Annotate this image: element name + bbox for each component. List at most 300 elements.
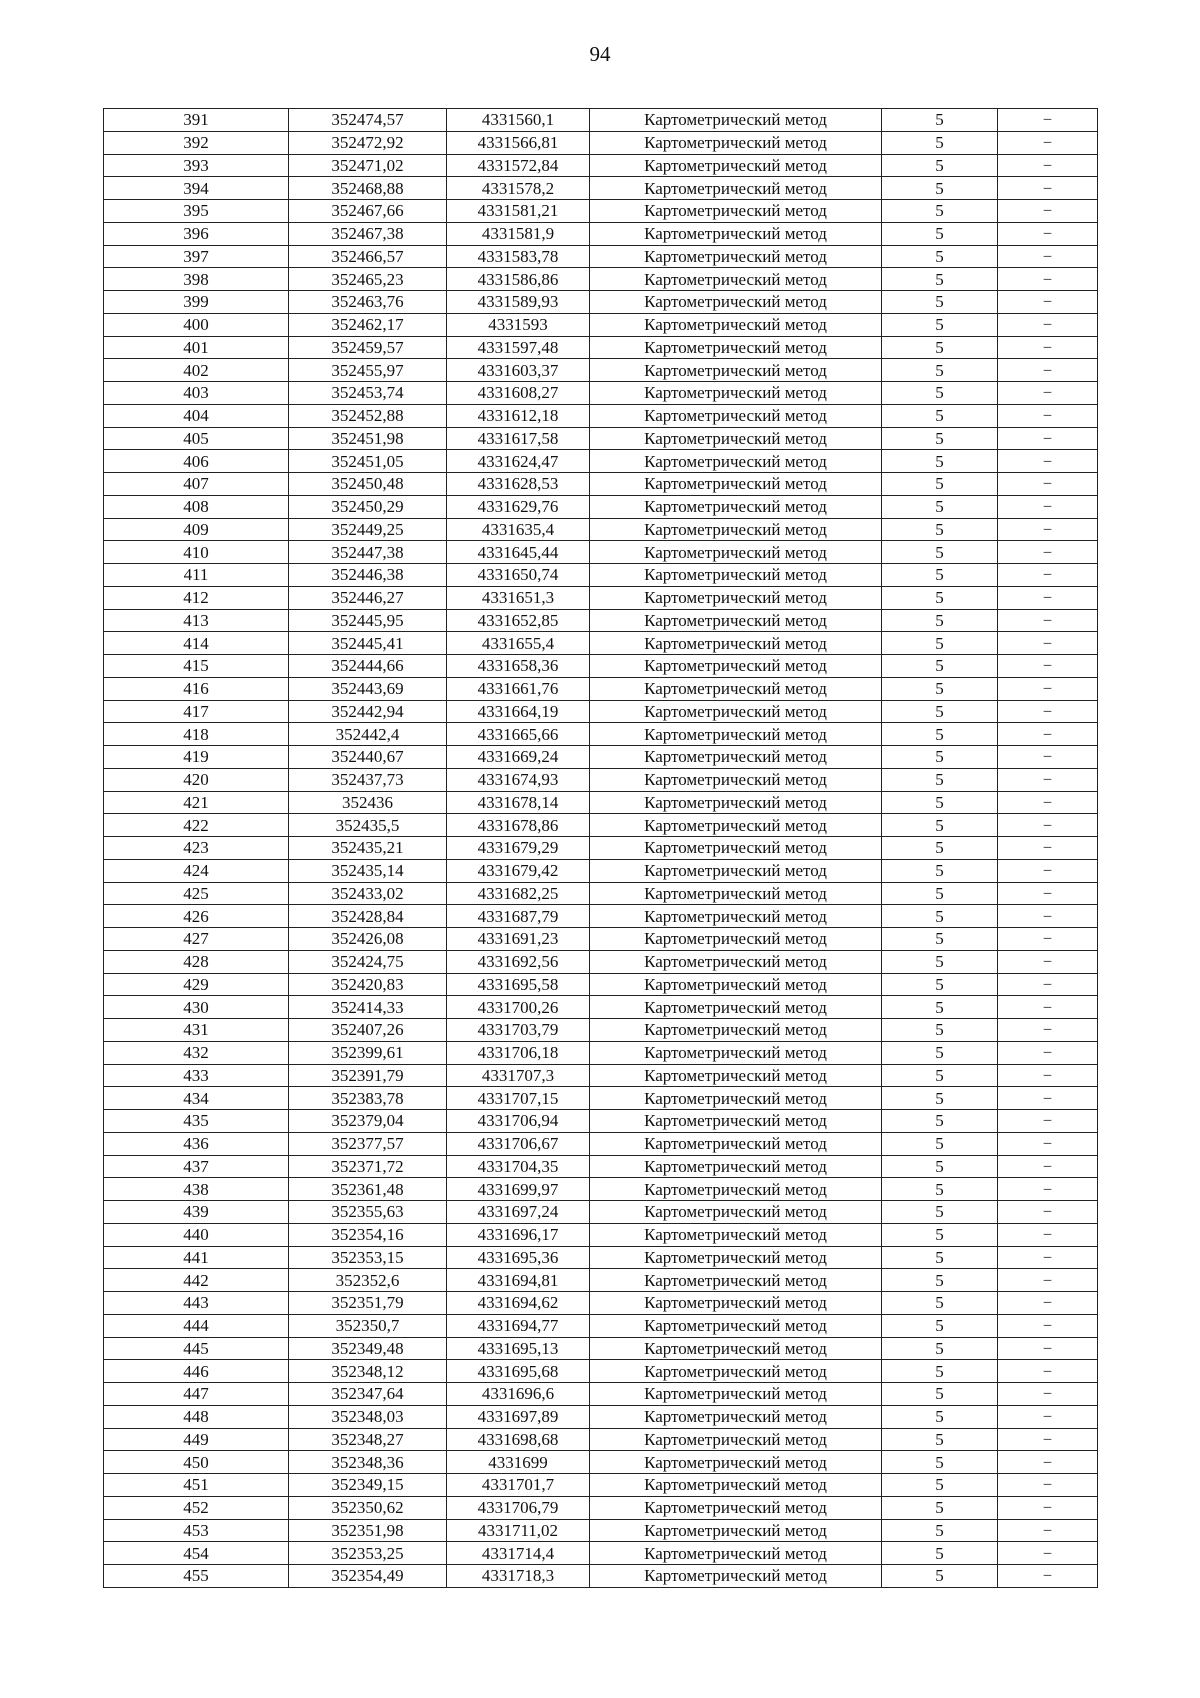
method-cell: Картометрический метод [590,1223,882,1246]
y-coordinate-cell: 4331687,79 [447,905,590,928]
point-number-cell: 395 [104,200,289,223]
method-cell: Картометрический метод [590,245,882,268]
method-cell: Картометрический метод [590,473,882,496]
description-cell: – [998,632,1098,655]
method-cell: Картометрический метод [590,1087,882,1110]
x-coordinate-cell: 352351,98 [289,1519,447,1542]
description-cell: – [998,1337,1098,1360]
x-coordinate-cell: 352436 [289,791,447,814]
accuracy-cell: 5 [882,1201,998,1224]
y-coordinate-cell: 4331679,42 [447,859,590,882]
point-number-cell: 405 [104,427,289,450]
description-cell: – [998,1201,1098,1224]
point-number-cell: 398 [104,268,289,291]
description-cell: – [998,1269,1098,1292]
y-coordinate-cell: 4331701,7 [447,1474,590,1497]
method-cell: Картометрический метод [590,518,882,541]
description-cell: – [998,1314,1098,1337]
x-coordinate-cell: 352449,25 [289,518,447,541]
accuracy-cell: 5 [882,1246,998,1269]
method-cell: Картометрический метод [590,1132,882,1155]
y-coordinate-cell: 4331581,9 [447,222,590,245]
description-cell: – [998,1155,1098,1178]
method-cell: Картометрический метод [590,791,882,814]
table-row [104,541,1098,564]
description-cell: – [998,609,1098,632]
accuracy-cell: 5 [882,473,998,496]
accuracy-cell: 5 [882,1132,998,1155]
y-coordinate-cell: 4331692,56 [447,950,590,973]
point-number-cell: 414 [104,632,289,655]
description-cell: – [998,1405,1098,1428]
table-row [104,1360,1098,1383]
accuracy-cell: 5 [882,1542,998,1565]
table-row [104,791,1098,814]
table-row [104,1292,1098,1315]
accuracy-cell: 5 [882,586,998,609]
y-coordinate-cell: 4331714,4 [447,1542,590,1565]
method-cell: Картометрический метод [590,1201,882,1224]
description-cell: – [998,814,1098,837]
accuracy-cell: 5 [882,564,998,587]
table-row [104,154,1098,177]
table-row [104,109,1098,132]
y-coordinate-cell: 4331560,1 [447,109,590,132]
accuracy-cell: 5 [882,837,998,860]
description-cell: – [998,677,1098,700]
point-number-cell: 447 [104,1383,289,1406]
accuracy-cell: 5 [882,1565,998,1588]
description-cell: – [998,655,1098,678]
y-coordinate-cell: 4331658,36 [447,655,590,678]
table-row [104,1087,1098,1110]
method-cell: Картометрический метод [590,1474,882,1497]
point-number-cell: 402 [104,359,289,382]
y-coordinate-cell: 4331617,58 [447,427,590,450]
table-row [104,313,1098,336]
method-cell: Картометрический метод [590,427,882,450]
x-coordinate-cell: 352428,84 [289,905,447,928]
description-cell: – [998,1428,1098,1451]
description-cell: – [998,109,1098,132]
accuracy-cell: 5 [882,655,998,678]
method-cell: Картометрический метод [590,1451,882,1474]
x-coordinate-cell: 352442,94 [289,700,447,723]
table-row [104,700,1098,723]
description-cell: – [998,1041,1098,1064]
x-coordinate-cell: 352440,67 [289,746,447,769]
y-coordinate-cell: 4331706,67 [447,1132,590,1155]
description-cell: – [998,973,1098,996]
method-cell: Картометрический метод [590,1155,882,1178]
accuracy-cell: 5 [882,1292,998,1315]
method-cell: Картометрический метод [590,1019,882,1042]
table-row [104,586,1098,609]
accuracy-cell: 5 [882,222,998,245]
point-number-cell: 403 [104,382,289,405]
table-row [104,996,1098,1019]
table-row [104,905,1098,928]
accuracy-cell: 5 [882,768,998,791]
x-coordinate-cell: 352442,4 [289,723,447,746]
description-cell: – [998,473,1098,496]
point-number-cell: 449 [104,1428,289,1451]
table-row [104,1155,1098,1178]
table-row [104,382,1098,405]
table-row [104,1110,1098,1133]
accuracy-cell: 5 [882,177,998,200]
x-coordinate-cell: 352437,73 [289,768,447,791]
method-cell: Картометрический метод [590,632,882,655]
point-number-cell: 411 [104,564,289,587]
accuracy-cell: 5 [882,859,998,882]
table-row [104,655,1098,678]
description-cell: – [998,882,1098,905]
method-cell: Картометрический метод [590,109,882,132]
accuracy-cell: 5 [882,1087,998,1110]
coordinates-table [103,108,1098,1588]
point-number-cell: 422 [104,814,289,837]
point-number-cell: 400 [104,313,289,336]
x-coordinate-cell: 352377,57 [289,1132,447,1155]
accuracy-cell: 5 [882,245,998,268]
table-row [104,746,1098,769]
y-coordinate-cell: 4331586,86 [447,268,590,291]
y-coordinate-cell: 4331703,79 [447,1019,590,1042]
method-cell: Картометрический метод [590,200,882,223]
x-coordinate-cell: 352371,72 [289,1155,447,1178]
x-coordinate-cell: 352467,66 [289,200,447,223]
method-cell: Картометрический метод [590,1496,882,1519]
point-number-cell: 413 [104,609,289,632]
table-row [104,473,1098,496]
method-cell: Картометрический метод [590,1405,882,1428]
description-cell: – [998,996,1098,1019]
point-number-cell: 442 [104,1269,289,1292]
accuracy-cell: 5 [882,154,998,177]
table-row [104,268,1098,291]
accuracy-cell: 5 [882,427,998,450]
description-cell: – [998,1565,1098,1588]
table-row [104,495,1098,518]
accuracy-cell: 5 [882,973,998,996]
point-number-cell: 391 [104,109,289,132]
x-coordinate-cell: 352462,17 [289,313,447,336]
y-coordinate-cell: 4331655,4 [447,632,590,655]
method-cell: Картометрический метод [590,131,882,154]
description-cell: – [998,1178,1098,1201]
table-row [104,1178,1098,1201]
y-coordinate-cell: 4331583,78 [447,245,590,268]
method-cell: Картометрический метод [590,1519,882,1542]
x-coordinate-cell: 352466,57 [289,245,447,268]
y-coordinate-cell: 4331674,93 [447,768,590,791]
accuracy-cell: 5 [882,268,998,291]
table-row [104,336,1098,359]
description-cell: – [998,564,1098,587]
x-coordinate-cell: 352459,57 [289,336,447,359]
y-coordinate-cell: 4331711,02 [447,1519,590,1542]
y-coordinate-cell: 4331699,97 [447,1178,590,1201]
point-number-cell: 436 [104,1132,289,1155]
description-cell: – [998,404,1098,427]
accuracy-cell: 5 [882,200,998,223]
method-cell: Картометрический метод [590,1178,882,1201]
description-cell: – [998,1246,1098,1269]
point-number-cell: 394 [104,177,289,200]
method-cell: Картометрический метод [590,996,882,1019]
point-number-cell: 426 [104,905,289,928]
description-cell: – [998,291,1098,314]
y-coordinate-cell: 4331696,6 [447,1383,590,1406]
x-coordinate-cell: 352348,27 [289,1428,447,1451]
description-cell: – [998,222,1098,245]
y-coordinate-cell: 4331699 [447,1451,590,1474]
point-number-cell: 416 [104,677,289,700]
description-cell: – [998,518,1098,541]
description-cell: – [998,1451,1098,1474]
point-number-cell: 443 [104,1292,289,1315]
y-coordinate-cell: 4331691,23 [447,928,590,951]
x-coordinate-cell: 352472,92 [289,131,447,154]
accuracy-cell: 5 [882,1314,998,1337]
method-cell: Картометрический метод [590,541,882,564]
point-number-cell: 425 [104,882,289,905]
table-row [104,1428,1098,1451]
description-cell: – [998,1064,1098,1087]
table-row [104,1132,1098,1155]
method-cell: Картометрический метод [590,450,882,473]
description-cell: – [998,313,1098,336]
point-number-cell: 450 [104,1451,289,1474]
point-number-cell: 404 [104,404,289,427]
x-coordinate-cell: 352435,5 [289,814,447,837]
y-coordinate-cell: 4331695,68 [447,1360,590,1383]
accuracy-cell: 5 [882,950,998,973]
accuracy-cell: 5 [882,814,998,837]
x-coordinate-cell: 352383,78 [289,1087,447,1110]
table-row [104,677,1098,700]
description-cell: – [998,495,1098,518]
method-cell: Картометрический метод [590,1269,882,1292]
x-coordinate-cell: 352350,62 [289,1496,447,1519]
accuracy-cell: 5 [882,1178,998,1201]
point-number-cell: 437 [104,1155,289,1178]
method-cell: Картометрический метод [590,882,882,905]
accuracy-cell: 5 [882,336,998,359]
table-row [104,1405,1098,1428]
x-coordinate-cell: 352355,63 [289,1201,447,1224]
x-coordinate-cell: 352354,16 [289,1223,447,1246]
accuracy-cell: 5 [882,1155,998,1178]
y-coordinate-cell: 4331581,21 [447,200,590,223]
accuracy-cell: 5 [882,313,998,336]
point-number-cell: 452 [104,1496,289,1519]
x-coordinate-cell: 352352,6 [289,1269,447,1292]
x-coordinate-cell: 352426,08 [289,928,447,951]
table-row [104,1451,1098,1474]
point-number-cell: 431 [104,1019,289,1042]
point-number-cell: 409 [104,518,289,541]
description-cell: – [998,336,1098,359]
point-number-cell: 412 [104,586,289,609]
point-number-cell: 417 [104,700,289,723]
description-cell: – [998,768,1098,791]
y-coordinate-cell: 4331694,81 [447,1269,590,1292]
method-cell: Картометрический метод [590,1428,882,1451]
point-number-cell: 418 [104,723,289,746]
accuracy-cell: 5 [882,495,998,518]
x-coordinate-cell: 352450,29 [289,495,447,518]
x-coordinate-cell: 352353,15 [289,1246,447,1269]
accuracy-cell: 5 [882,541,998,564]
y-coordinate-cell: 4331589,93 [447,291,590,314]
method-cell: Картометрический метод [590,382,882,405]
point-number-cell: 455 [104,1565,289,1588]
method-cell: Картометрический метод [590,1383,882,1406]
method-cell: Картометрический метод [590,564,882,587]
x-coordinate-cell: 352463,76 [289,291,447,314]
x-coordinate-cell: 352391,79 [289,1064,447,1087]
y-coordinate-cell: 4331612,18 [447,404,590,427]
accuracy-cell: 5 [882,1019,998,1042]
accuracy-cell: 5 [882,1519,998,1542]
description-cell: – [998,791,1098,814]
description-cell: – [998,1519,1098,1542]
accuracy-cell: 5 [882,1223,998,1246]
method-cell: Картометрический метод [590,746,882,769]
x-coordinate-cell: 352445,95 [289,609,447,632]
point-number-cell: 423 [104,837,289,860]
description-cell: – [998,723,1098,746]
x-coordinate-cell: 352349,48 [289,1337,447,1360]
y-coordinate-cell: 4331679,29 [447,837,590,860]
accuracy-cell: 5 [882,404,998,427]
description-cell: – [998,268,1098,291]
x-coordinate-cell: 352452,88 [289,404,447,427]
point-number-cell: 399 [104,291,289,314]
point-number-cell: 433 [104,1064,289,1087]
description-cell: – [998,427,1098,450]
point-number-cell: 419 [104,746,289,769]
point-number-cell: 408 [104,495,289,518]
y-coordinate-cell: 4331694,77 [447,1314,590,1337]
method-cell: Картометрический метод [590,837,882,860]
y-coordinate-cell: 4331697,89 [447,1405,590,1428]
y-coordinate-cell: 4331651,3 [447,586,590,609]
method-cell: Картометрический метод [590,586,882,609]
y-coordinate-cell: 4331707,3 [447,1064,590,1087]
point-number-cell: 432 [104,1041,289,1064]
method-cell: Картометрический метод [590,1337,882,1360]
accuracy-cell: 5 [882,1110,998,1133]
y-coordinate-cell: 4331706,94 [447,1110,590,1133]
method-cell: Картометрический метод [590,655,882,678]
x-coordinate-cell: 352348,12 [289,1360,447,1383]
x-coordinate-cell: 352467,38 [289,222,447,245]
table-row [104,1542,1098,1565]
accuracy-cell: 5 [882,791,998,814]
table-row [104,609,1098,632]
method-cell: Картометрический метод [590,814,882,837]
method-cell: Картометрический метод [590,768,882,791]
point-number-cell: 420 [104,768,289,791]
point-number-cell: 407 [104,473,289,496]
table-row [104,177,1098,200]
y-coordinate-cell: 4331628,53 [447,473,590,496]
x-coordinate-cell: 352435,21 [289,837,447,860]
x-coordinate-cell: 352424,75 [289,950,447,973]
table-row [104,1019,1098,1042]
y-coordinate-cell: 4331593 [447,313,590,336]
method-cell: Картометрический метод [590,700,882,723]
description-cell: – [998,541,1098,564]
accuracy-cell: 5 [882,723,998,746]
y-coordinate-cell: 4331682,25 [447,882,590,905]
point-number-cell: 451 [104,1474,289,1497]
accuracy-cell: 5 [882,609,998,632]
table-row [104,1565,1098,1588]
accuracy-cell: 5 [882,700,998,723]
table-row [104,1269,1098,1292]
method-cell: Картометрический метод [590,154,882,177]
description-cell: – [998,200,1098,223]
y-coordinate-cell: 4331652,85 [447,609,590,632]
method-cell: Картометрический метод [590,973,882,996]
y-coordinate-cell: 4331664,19 [447,700,590,723]
method-cell: Картометрический метод [590,359,882,382]
x-coordinate-cell: 352474,57 [289,109,447,132]
table-row [104,768,1098,791]
method-cell: Картометрический метод [590,1360,882,1383]
point-number-cell: 392 [104,131,289,154]
table-row [104,518,1098,541]
x-coordinate-cell: 352450,48 [289,473,447,496]
table-row [104,973,1098,996]
point-number-cell: 440 [104,1223,289,1246]
point-number-cell: 438 [104,1178,289,1201]
description-cell: – [998,950,1098,973]
point-number-cell: 454 [104,1542,289,1565]
x-coordinate-cell: 352465,23 [289,268,447,291]
point-number-cell: 430 [104,996,289,1019]
method-cell: Картометрический метод [590,222,882,245]
method-cell: Картометрический метод [590,1110,882,1133]
table-row [104,1064,1098,1087]
accuracy-cell: 5 [882,1428,998,1451]
table-row [104,1314,1098,1337]
y-coordinate-cell: 4331697,24 [447,1201,590,1224]
table-row [104,1383,1098,1406]
y-coordinate-cell: 4331603,37 [447,359,590,382]
x-coordinate-cell: 352435,14 [289,859,447,882]
table-row [104,632,1098,655]
accuracy-cell: 5 [882,746,998,769]
accuracy-cell: 5 [882,677,998,700]
y-coordinate-cell: 4331678,86 [447,814,590,837]
y-coordinate-cell: 4331566,81 [447,131,590,154]
y-coordinate-cell: 4331650,74 [447,564,590,587]
description-cell: – [998,1360,1098,1383]
x-coordinate-cell: 352351,79 [289,1292,447,1315]
x-coordinate-cell: 352407,26 [289,1019,447,1042]
y-coordinate-cell: 4331695,36 [447,1246,590,1269]
description-cell: – [998,1087,1098,1110]
description-cell: – [998,700,1098,723]
description-cell: – [998,746,1098,769]
accuracy-cell: 5 [882,1496,998,1519]
method-cell: Картометрический метод [590,177,882,200]
